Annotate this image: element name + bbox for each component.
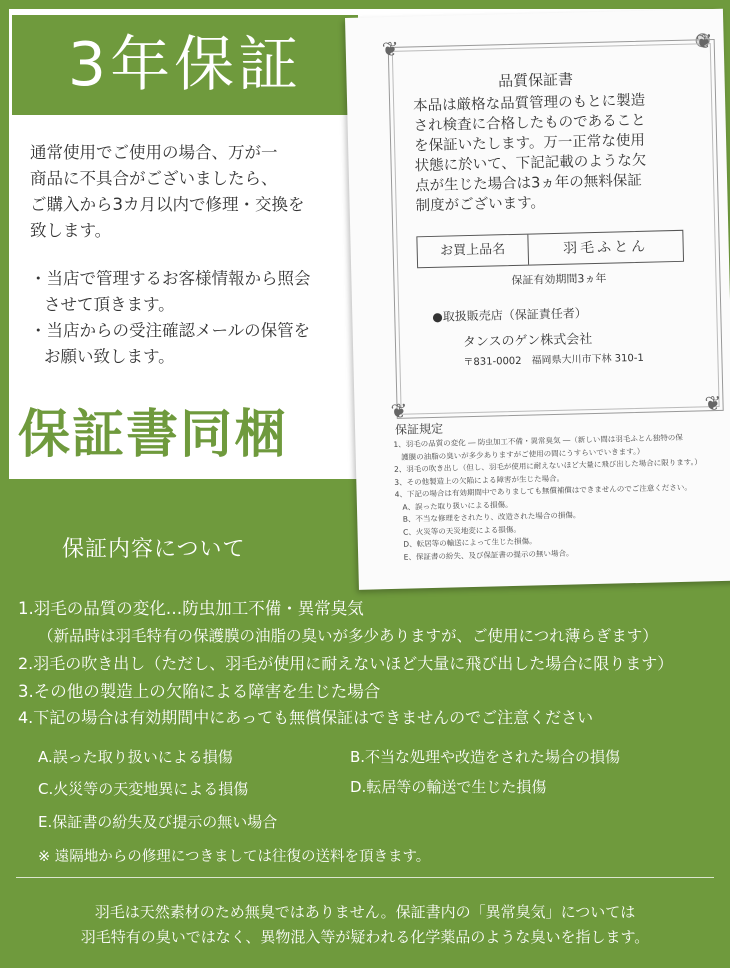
bullet-line: ・当店で管理するお客様情報から照会: [30, 269, 311, 288]
warranty-item: 3.その他の製造上の欠陥による障害を生じた場合: [18, 682, 381, 701]
certificate-line: 点が生じた場合は3ヵ年の無料保証: [414, 172, 642, 195]
exclusion-item: B.不当な処理や改造をされた場合の損傷: [350, 748, 621, 766]
rules-list: [393, 431, 726, 564]
shipping-note: ※ 遠隔地からの修理につきましては往復の送料を頂きます。: [38, 849, 431, 865]
warranty-item: 2.羽毛の吹き出し（ただし、羽毛が使用に耐えないほど大量に飛び出した場合に限ります）: [18, 654, 674, 673]
footer-line: 羽毛特有の臭いではなく、異物混入等が疑われる化学薬品のような臭いを指します。: [80, 928, 650, 946]
intro-line: ご購入から3カ月以内で修理・交換を: [30, 195, 305, 214]
rule-line: E、保証書の紛失、及び保証書の提示の無い場合。: [396, 548, 574, 562]
warranty-included-heading: 保証書同梱: [18, 405, 289, 465]
bullet-item: [30, 318, 374, 370]
certificate-line: を保証いたします。万一正常な使用: [413, 132, 646, 155]
product-label: お買上品名: [417, 235, 529, 268]
scroll-ornament-icon: ❦: [390, 398, 408, 423]
footer-line: 羽毛は天然素材のため無臭ではありません。保証書内の「異常臭気」については: [94, 903, 636, 921]
warranty-item-note: （新品時は羽毛特有の保護膜の油脂の臭いが多少ありますが、ご使用につれ薄らぎます）: [38, 627, 658, 645]
intro-line: 通常使用でご使用の場合、万が一: [30, 143, 278, 162]
intro-text: [30, 140, 360, 244]
rule-line: A、誤った取り扱いによる損傷。: [394, 499, 513, 512]
page-title: 3年保証: [67, 30, 303, 100]
intro-line: 商品に不具合がございましたら、: [30, 169, 278, 188]
rule-line: 3、その他製造上の欠陥による障害が生じた場合。: [394, 473, 565, 487]
divider: [16, 877, 714, 878]
rule-line: 4、下記の場合は有効期間中でありましても無償補償はできませんのでご注意ください。: [394, 482, 692, 499]
product-value: 羽毛ふとん: [563, 238, 649, 257]
exclusion-item: C.火災等の天変地異による損傷: [38, 780, 249, 798]
rule-line: D、転居等の輸送によって生じた損傷。: [395, 536, 537, 549]
warranty-item: 1.羽毛の品質の変化…防虫加工不備・異常臭気: [18, 599, 364, 618]
product-name-table: [416, 230, 684, 269]
rule-line: 2、羽毛の吹き出し（但し、羽毛が使用に耐えないほど大量に飛び出した場合に限ります。）: [393, 457, 702, 474]
rules-title: 保証規定: [394, 421, 444, 437]
bullet-line: ・当店からの受注確認メールの保管を: [30, 321, 311, 340]
bullet-line: させて頂きます。: [44, 295, 175, 314]
certificate-line: 状態に於いて、下記記載のような欠: [414, 152, 647, 175]
dealer-label: ●取扱販売店（保証責任者）: [432, 306, 587, 324]
intro-line: 致します。: [30, 221, 112, 240]
certificate-line: され検査に合格したものであること: [413, 112, 646, 135]
certificate-line: 本品は厳格な品質管理のもとに製造: [412, 92, 646, 115]
scroll-ornament-icon: ❦: [695, 29, 713, 54]
rule-line: 護膜の油脂の臭いが多少ありますがご使用の間にうすらいでいきます。）: [393, 446, 645, 462]
rule-line: 1、羽毛の品質の変化 ― 防虫加工不備・異常臭気 ―（新しい間は羽毛ふとん独特の保: [393, 432, 683, 449]
certificate-line: 制度がございます。: [415, 195, 546, 215]
warranty-item: 4.下記の場合は有効期間中にあっても無償保証はできませんのでご注意ください: [18, 708, 594, 727]
warranty-period: 保証有効期間3ヵ年: [511, 271, 607, 288]
rule-line: B、不当な修理をされたり、改造された場合の損傷。: [395, 510, 581, 524]
title-banner: [12, 15, 358, 117]
exclusion-item: D.転居等の輸送で生じた損傷: [350, 778, 547, 796]
section-title: 保証内容について: [62, 537, 246, 562]
certificate-title: 品質保証書: [497, 70, 574, 91]
warranty-certificate-card: [345, 9, 730, 590]
bullet-line: お願い致します。: [44, 347, 175, 366]
scroll-ornament-icon: ❦: [381, 36, 399, 62]
company-name: タンスのゲン株式会社: [462, 332, 593, 351]
exclusion-item: E.保証書の紛失及び提示の無い場合: [38, 813, 278, 831]
rule-line: C、火災等の天災地変による損傷。: [395, 524, 521, 537]
scroll-ornament-icon: ❦: [704, 390, 722, 416]
company-address: 〒831-0002 福岡県大川市下林 310-1: [463, 352, 644, 369]
bullet-item: [30, 266, 374, 318]
exclusion-item: A.誤った取り扱いによる損傷: [38, 748, 233, 766]
certificate-body: [413, 90, 681, 216]
